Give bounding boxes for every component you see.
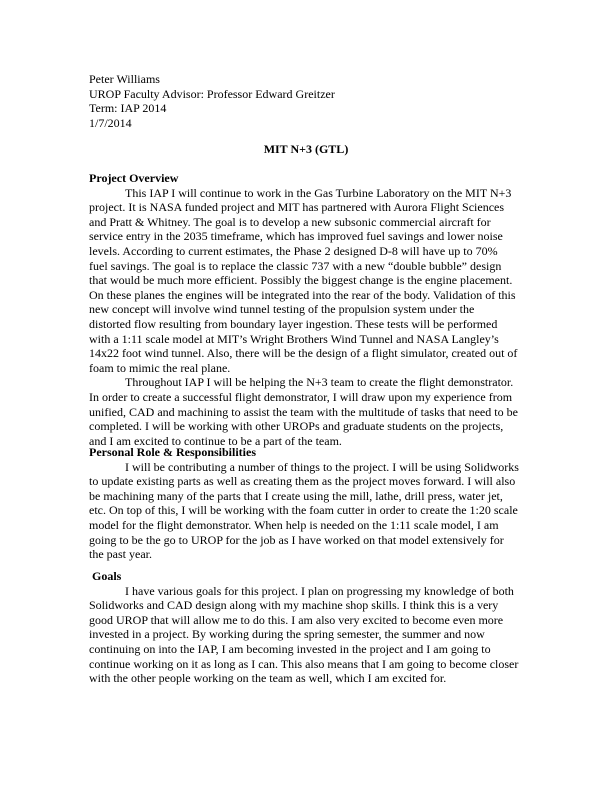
date: 1/7/2014 xyxy=(89,115,132,130)
author-name: Peter Williams xyxy=(89,72,160,86)
section-personal-role xyxy=(89,445,519,562)
term: Term: IAP 2014 xyxy=(89,101,167,116)
section-heading: Goals xyxy=(92,569,122,583)
section-heading: Project Overview xyxy=(89,171,179,185)
faculty-advisor: UROP Faculty Advisor: Professor Edward Greitzer xyxy=(89,86,335,101)
section-heading: Personal Role & Responsibilities xyxy=(89,445,256,459)
paragraph: I have various goals for this project. I plan on progressing my knowledge of both Solidworks and CAD design along with my machine shop skills. I think this is a very good UROP that will allow me to do this. I am also very excited to become even more invested in a project. By working during the spring semester, the summer and now continuing on into the IAP, I am becoming invested in the project and I am going to continue working on it as long as I can. This also means that I am going to become closer with the other people working on the team as well, which I am excited for. xyxy=(89,583,519,686)
paragraph: This IAP I will continue to work in the Gas Turbine Laboratory on the MIT N+3 project. It is NASA funded project and MIT has partnered with Aurora Flight Sciences and Pratt & Whitney. The goal is to develop a new subsonic commercial aircraft for service entry in the 2035 timeframe, which has improved fuel savings and lower noise levels. According to current estimates, the Phase 2 designed D-8 will have up to 70% fuel savings. The goal is to replace the classic 737 with a new “double bubble” design that would be much more efficient. Possibly the biggest change is the engine placement. On these planes the engines will be integrated into the rear of the body. Validation of this new concept will involve wind tunnel testing of the propulsion system under the distorted flow resulting from boundary layer ingestion. These tests will be performed with a 1:11 scale model at MIT’s Wright Brothers Wind Tunnel and NASA Langley’s 14x22 foot wind tunnel. Also, there will be the design of a flight simulator, created out of foam to mimic the real plane. xyxy=(89,185,518,375)
section-project-overview xyxy=(89,171,519,448)
document-header xyxy=(89,72,519,130)
section-goals xyxy=(89,569,519,686)
paragraph: I will be contributing a number of things to the project. I will be using Solidworks to update existing parts as well as creating them as the project moves forward. I will also be machining many of the parts that I create using the mill, lathe, drill press, water jet, etc. On top of this, I will be working with the foam cutter in order to create the 1:20 scale model for the flight demonstrator. When help is needed on the 1:11 scale model, I am going to be the go to UROP for the job as I have worked on that model extensively for the past year. xyxy=(89,459,519,562)
document-title: MIT N+3 (GTL) xyxy=(263,142,349,156)
paragraph: Throughout IAP I will be helping the N+3 team to create the flight demonstrator. In order to create a successful flight demonstrator, I will draw upon my experience from unified, CAD and machining to assist the team with the multitude of tasks that need to be completed. I will be working with other UROPs and graduate students on the projects, and I am excited to continue to be a part of the team. xyxy=(89,375,518,448)
